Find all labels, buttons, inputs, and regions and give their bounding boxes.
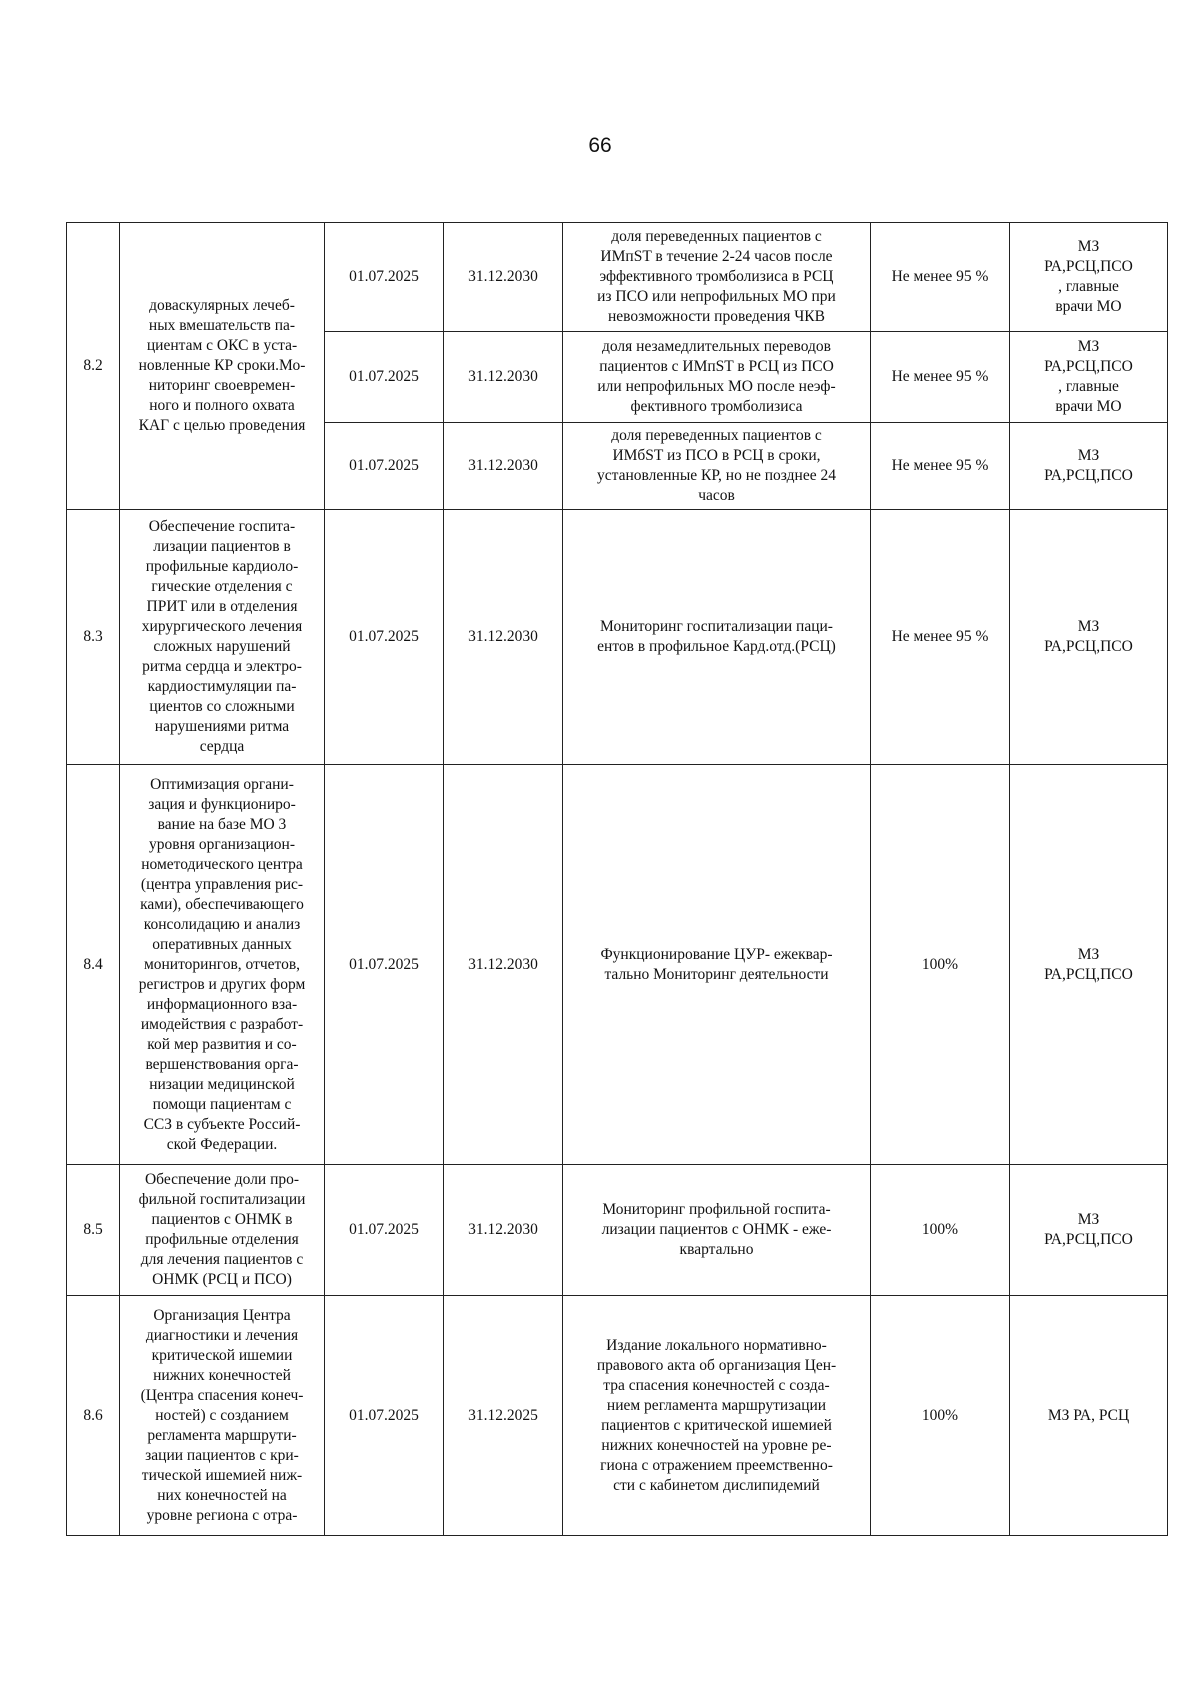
indicator-cell: доля переведенных пациентов с ИМпST в течение 2-24 часов после эффективного тромболизиса в РСЦ из ПСО или непрофильных МО при невозможности проведения ЧКВ <box>563 223 871 332</box>
table-row <box>67 223 1168 332</box>
indicator-cell: Издание локального нормативно- правового акта об организация Цен- тра спасения конечностей с созда- нием регламента маршрутизации пациентов с критической ишемией нижних конечностей на уровне ре- гиона с отражением преемственно- сти с кабинетом дислипидемий <box>563 1296 871 1536</box>
target-value: Не менее 95 % <box>871 332 1010 423</box>
table-row <box>67 1296 1168 1536</box>
end-date: 31.12.2025 <box>444 1296 563 1536</box>
responsible-cell: МЗ РА,РСЦ,ПСО <box>1010 423 1168 510</box>
end-date: 31.12.2030 <box>444 223 563 332</box>
table-row <box>67 1165 1168 1296</box>
activity-cell: Обеспечение доли про- фильной госпитализации пациентов с ОНМК в профильные отделения для лечения пациентов с ОНМК (РСЦ и ПСО) <box>120 1165 325 1296</box>
start-date: 01.07.2025 <box>325 1296 444 1536</box>
responsible-cell: МЗ РА,РСЦ,ПСО , главные врачи МО <box>1010 223 1168 332</box>
indicator-cell: Мониторинг госпитализации паци- ентов в профильное Кард.отд.(РСЦ) <box>563 510 871 765</box>
end-date: 31.12.2030 <box>444 332 563 423</box>
target-value: Не менее 95 % <box>871 223 1010 332</box>
row-number: 8.2 <box>67 223 120 510</box>
end-date: 31.12.2030 <box>444 1165 563 1296</box>
measures-table <box>66 222 1168 1536</box>
responsible-cell: МЗ РА,РСЦ,ПСО , главные врачи МО <box>1010 332 1168 423</box>
page-number: 66 <box>588 134 612 157</box>
indicator-cell: доля переведенных пациентов с ИМбST из ПСО в РСЦ в сроки, установленные КР, но не позднее 24 часов <box>563 423 871 510</box>
responsible-cell: МЗ РА,РСЦ,ПСО <box>1010 765 1168 1165</box>
responsible-cell: МЗ РА, РСЦ <box>1010 1296 1168 1536</box>
indicator-cell: доля незамедлительных переводов пациентов с ИМпST в РСЦ из ПСО или непрофильных МО после неэф- фективного тромболизиса <box>563 332 871 423</box>
row-number: 8.4 <box>67 765 120 1165</box>
end-date: 31.12.2030 <box>444 423 563 510</box>
target-value: Не менее 95 % <box>871 510 1010 765</box>
responsible-cell: МЗ РА,РСЦ,ПСО <box>1010 510 1168 765</box>
start-date: 01.07.2025 <box>325 332 444 423</box>
responsible-cell: МЗ РА,РСЦ,ПСО <box>1010 1165 1168 1296</box>
start-date: 01.07.2025 <box>325 423 444 510</box>
target-value: 100% <box>871 765 1010 1165</box>
activity-cell: Организация Центра диагностики и лечения критической ишемии нижних конечностей (Центра спасения конеч- ностей) с созданием регламента маршрути- зации пациентов с кри- тической ишемией ниж- них конечностей на уровне региона с отра- <box>120 1296 325 1536</box>
indicator-cell: Функционирование ЦУР- ежеквар- тально Мониторинг деятельности <box>563 765 871 1165</box>
start-date: 01.07.2025 <box>325 223 444 332</box>
activity-cell: Обеспечение госпита- лизации пациентов в профильные кардиоло- гические отделения с ПРИТ или в отделения хирургического лечения сложных нарушений ритма сердца и электро- кардиостимуляции па- циентов со сложными нарушениями ритма сердца <box>120 510 325 765</box>
table-row <box>67 510 1168 765</box>
row-number: 8.6 <box>67 1296 120 1536</box>
activity-cell: доваскулярных лечеб- ных вмешательств па- циентам с ОКС в уста- новленные КР сроки.Мо- ниторинг своевремен- ного и полного охвата КАГ с целью проведения <box>120 223 325 510</box>
start-date: 01.07.2025 <box>325 765 444 1165</box>
target-value: 100% <box>871 1296 1010 1536</box>
end-date: 31.12.2030 <box>444 510 563 765</box>
target-value: Не менее 95 % <box>871 423 1010 510</box>
end-date: 31.12.2030 <box>444 765 563 1165</box>
indicator-cell: Мониторинг профильной госпита- лизации пациентов с ОНМК - еже- квартально <box>563 1165 871 1296</box>
start-date: 01.07.2025 <box>325 510 444 765</box>
row-number: 8.5 <box>67 1165 120 1296</box>
row-number: 8.3 <box>67 510 120 765</box>
table-row <box>67 765 1168 1165</box>
start-date: 01.07.2025 <box>325 1165 444 1296</box>
target-value: 100% <box>871 1165 1010 1296</box>
activity-cell: Оптимизация органи- зация и функциониро- вание на базе МО 3 уровня организацион- нометодического центра (центра управления рис- ками), обеспечивающего консолидацию и анализ оперативных данных мониторингов, отчетов, регистров и других форм информационного вза- имодействия с разработ- кой мер развития и со- вершенствования орга- низации медицинской помощи пациентам с ССЗ в субъекте Россий- ской Федерации. <box>120 765 325 1165</box>
